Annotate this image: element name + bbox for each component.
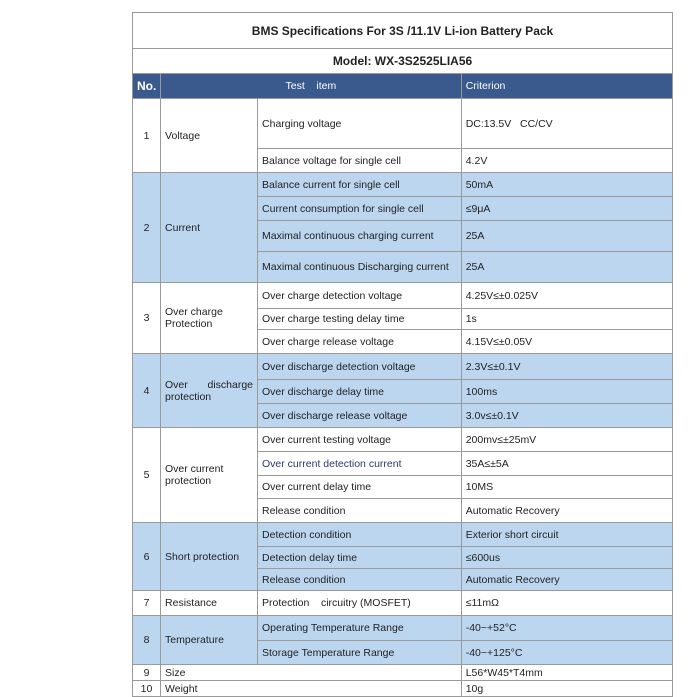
- row-category: Resistance: [161, 591, 258, 616]
- row-category: Size: [161, 665, 462, 681]
- test-item: Charging voltage: [258, 99, 462, 149]
- spec-table: [132, 12, 673, 697]
- row-no: 10: [133, 681, 161, 697]
- criterion-value: 25A: [461, 252, 672, 283]
- test-item: Over discharge release voltage: [258, 404, 462, 428]
- header-criterion: Criterion: [461, 74, 672, 99]
- table-row: [133, 428, 673, 452]
- test-item: Balance voltage for single cell: [258, 149, 462, 173]
- test-item: Over discharge delay time: [258, 380, 462, 404]
- row-category: Short protection: [161, 523, 258, 591]
- criterion-value: ≤600us: [461, 547, 672, 569]
- header-test-item: Test item: [161, 74, 462, 99]
- criterion-value: ≤9μA: [461, 197, 672, 221]
- criterion-value: 35A≤±5A: [461, 452, 672, 476]
- test-item: Over current detection current: [258, 452, 462, 476]
- table-row: [133, 99, 673, 149]
- row-category: Over current protection: [161, 428, 258, 523]
- row-category: Temperature: [161, 616, 258, 665]
- criterion-value: 4.25V≤±0.025V: [461, 283, 672, 309]
- test-item: Over charge testing delay time: [258, 309, 462, 330]
- title-row: [133, 13, 673, 49]
- criterion-value: ≤11mΩ: [461, 591, 672, 616]
- row-no: 2: [133, 173, 161, 283]
- test-item: Over current testing voltage: [258, 428, 462, 452]
- test-item: Over current delay time: [258, 476, 462, 499]
- row-no: 3: [133, 283, 161, 354]
- test-item: Detection condition: [258, 523, 462, 547]
- row-no: 4: [133, 354, 161, 428]
- criterion-value: 2.3V≤±0.1V: [461, 354, 672, 380]
- row-no: 6: [133, 523, 161, 591]
- criterion-value: 200mv≤±25mV: [461, 428, 672, 452]
- test-item: Over charge detection voltage: [258, 283, 462, 309]
- test-item: Over discharge detection voltage: [258, 354, 462, 380]
- row-no: 5: [133, 428, 161, 523]
- criterion-value: 50mA: [461, 173, 672, 197]
- table-row: [133, 616, 673, 641]
- header-no: No.: [133, 74, 161, 99]
- criterion-value: -40~+125°C: [461, 641, 672, 665]
- row-category: Weight: [161, 681, 462, 697]
- criterion-value: Automatic Recovery: [461, 499, 672, 523]
- model-number: Model: WX-3S2525LIA56: [133, 49, 673, 74]
- table-row: [133, 354, 673, 380]
- table-row: [133, 173, 673, 197]
- row-category: Over discharge protection: [161, 354, 258, 428]
- table-row: [133, 665, 673, 681]
- spec-sheet: [132, 12, 673, 697]
- table-row: [133, 591, 673, 616]
- criterion-value: L56*W45*T4mm: [461, 665, 672, 681]
- criterion-value: DC:13.5V CC/CV: [461, 99, 672, 149]
- table-row: [133, 523, 673, 547]
- test-item: Release condition: [258, 569, 462, 591]
- criterion-value: Automatic Recovery: [461, 569, 672, 591]
- row-no: 7: [133, 591, 161, 616]
- criterion-value: 25A: [461, 221, 672, 252]
- test-item: Release condition: [258, 499, 462, 523]
- criterion-value: -40~+52°C: [461, 616, 672, 641]
- test-item: Maximal continuous Discharging current: [258, 252, 462, 283]
- test-item: Balance current for single cell: [258, 173, 462, 197]
- model-row: [133, 49, 673, 74]
- criterion-value: 4.15V≤±0.05V: [461, 330, 672, 354]
- criterion-value: 1s: [461, 309, 672, 330]
- row-category: Voltage: [161, 99, 258, 173]
- criterion-value: 10MS: [461, 476, 672, 499]
- row-category: Over charge Protection: [161, 283, 258, 354]
- table-row: [133, 283, 673, 309]
- criterion-value: 3.0v≤±0.1V: [461, 404, 672, 428]
- row-category: Current: [161, 173, 258, 283]
- test-item: Operating Temperature Range: [258, 616, 462, 641]
- test-item: Over charge release voltage: [258, 330, 462, 354]
- test-item: Current consumption for single cell: [258, 197, 462, 221]
- criterion-value: 4.2V: [461, 149, 672, 173]
- row-no: 1: [133, 99, 161, 173]
- criterion-value: 100ms: [461, 380, 672, 404]
- header-row: [133, 74, 673, 99]
- table-row: [133, 681, 673, 697]
- test-item: Detection delay time: [258, 547, 462, 569]
- row-no: 8: [133, 616, 161, 665]
- test-item: Storage Temperature Range: [258, 641, 462, 665]
- row-no: 9: [133, 665, 161, 681]
- sheet-title: BMS Specifications For 3S /11.1V Li-ion Battery Pack: [133, 13, 673, 49]
- criterion-value: Exterior short circuit: [461, 523, 672, 547]
- test-item: Maximal continuous charging current: [258, 221, 462, 252]
- criterion-value: 10g: [461, 681, 672, 697]
- test-item: Protection circuitry (MOSFET): [258, 591, 462, 616]
